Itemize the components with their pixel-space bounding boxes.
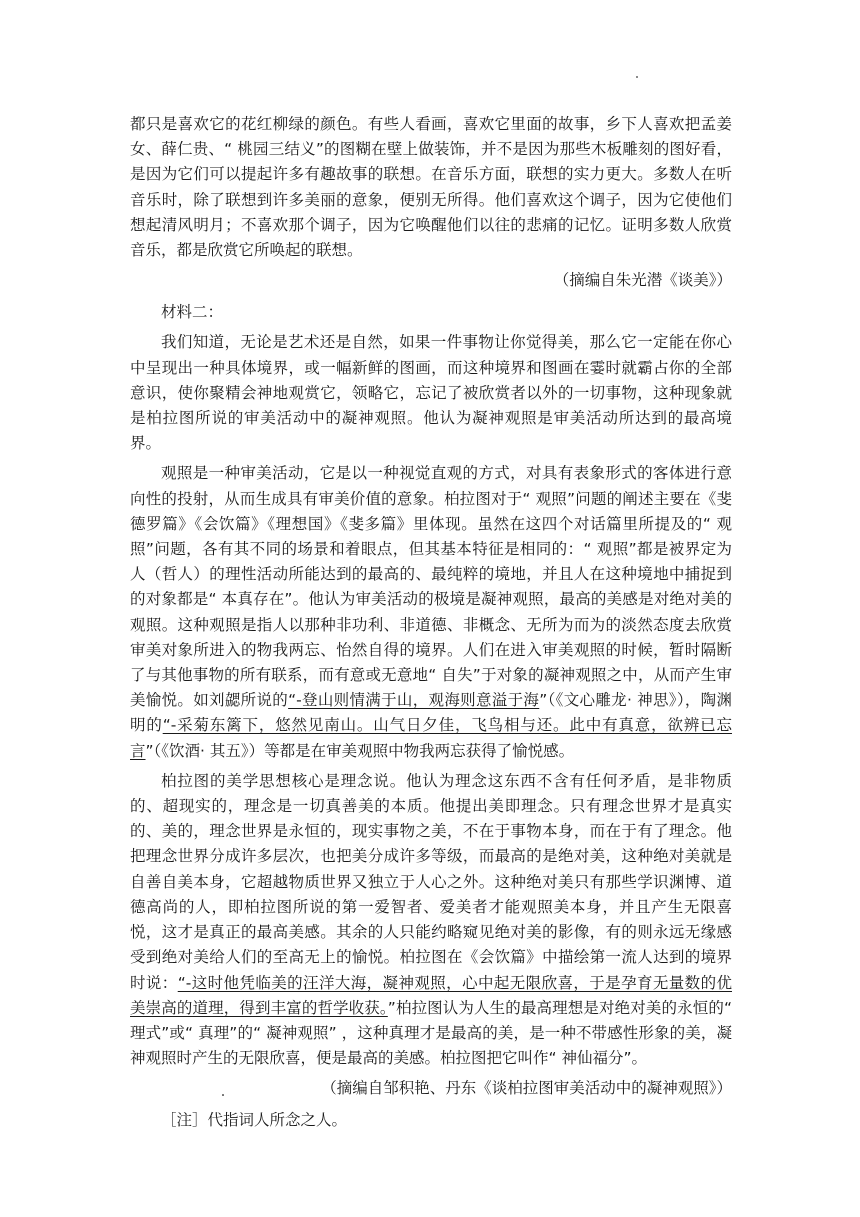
material-two-heading: 材料二：: [161, 303, 224, 322]
paragraph-text: 观照是一种审美活动，它是以一种视觉直观的方式，对具有表象形式的客体进行意向性的投射，从而生成具有审美价值的意象。柏拉图对于“ 观照”问题的阐述主要在《斐德罗篇》《会饮篇》《理想国》《斐多篇》里体现。虽然在这四个对话篇里所提及的“ 观照”问题，各有其不同的场景和着眼点，但其基本特征是相同的：“ 观照”都是被界定为人（哲人）的理性活动所能达到的最高的、最纯粹的境地，并且人在这种境地中捕捉到的对象都是“ 本真存在”。他认为审美活动的极境是凝神观照，最高的美感是对绝对美的观照。这种观照是指人以那种非功利、非道德、非概念、无所为而为的淡然态度去欣赏审美对象所进入的物我两忘、怡然自得的境界。人们在进入审美观照的时候，暂时隔断了与其他事物的所有联系，而有意或无意地“ 自失”于对象的凝神观照之中，从而产生审美愉悦。如刘勰所说的: [130, 464, 732, 710]
scan-speck: [636, 76, 638, 78]
material-one-paragraph: 都只是喜欢它的花红柳绿的颜色。有些人看画，喜欢它里面的故事，乡下人喜欢把孟姜女、薛仁贵、“ 桃园三结义”的图糊在壁上做装饰，并不是因为那些木板雕刻的图好看，是因为它们可以提起许多有趣故事的联想。在音乐方面，联想的实力更大。多数人在听音乐时，除了联想到许多美丽的意象，便别无所得。他们喜欢这个调子，因为它使他们想起清风明月；不喜欢那个调子，因为它唤醒他们以往的悲痛的记忆。证明多数人欣赏音乐，都是欣赏它所唤起的联想。: [130, 115, 732, 260]
source-citation-1: （摘编自朱光潜《谈美》）: [553, 271, 732, 290]
material-two-paragraph-3: [130, 769, 732, 1071]
material-two-paragraph-2: [130, 461, 732, 763]
paragraph-text: ”柏拉图认为人生的最高理想是对绝对美的永恒的“ 理式”或“ 真理”的“ 凝神观照” ，这种真理才是最高的美，是一种不带感性形象的美，凝神观照时产生的无限欣喜，便是最高的美感。柏拉图把它叫作“ 神仙福分”。: [130, 998, 732, 1068]
underlined-quote-liu-xie: “-登山则情满于山，观海则意溢于海: [288, 691, 540, 710]
paragraph-text: ”（《饮酒· 其五》）等都是在审美观照中物我两忘获得了愉悦感。: [145, 741, 575, 760]
scan-speck: [222, 1094, 224, 1096]
underlined-quote-plato: “-这时他凭临美的汪洋大海，凝神观照，心中起无限欣喜，于是孕育无量数的优美崇高的道理，得到丰富的哲学收获。: [130, 973, 732, 1017]
paragraph-text: ”（《文心雕龙· 神思》），陶渊明的: [130, 691, 732, 735]
underlined-quote-tao-yuanming: “-采菊东篱下，悠然见南山。山气日夕佳，飞鸟相与还。此中有真意，欲辨已忘言: [130, 716, 732, 760]
footnote: ［注］代指词人所念之人。: [161, 1111, 348, 1130]
source-citation-2: （摘编自邹积艳、丹东《谈柏拉图审美活动中的凝神观照》）: [321, 1079, 732, 1098]
material-two-paragraph-1: 我们知道，无论是艺术还是自然，如果一件事物让你觉得美，那么它一定能在你心中呈现出一种具体境界，或一幅新鲜的图画，而这种境界和图画在霎时就霸占你的全部意识，使你聚精会神地观赏它，领略它，忘记了被欣赏者以外的一切事物，这种现象就是柏拉图所说的审美活动中的凝神观照。他认为凝神观照是审美活动所达到的最高境界。: [130, 333, 732, 453]
paragraph-text: 柏拉图的美学思想核心是理念说。他认为理念这东西不含有任何矛盾，是非物质的、超现实的，理念是一切真善美的本质。他提出美即理念。只有理念世界才是真实的、美的，理念世界是永恒的，现实事物之美，不在于事物本身，而在于有了理念。他把理念世界分成许多层次，也把美分成许多等级，而最高的是绝对美，这种绝对美就是自善自美本身，它超越物质世界又独立于人心之外。这种绝对美只有那些学识渊博、道德高尚的人，即柏拉图所说的第一爱智者、爱美者才能观照美本身，并且产生无限喜悦，这才是真正的最高美感。其余的人只能约略窥见绝对美的影像，有的则永远无缘感受到绝对美给人们的至高无上的愉悦。柏拉图在《会饮篇》中描绘第一流人达到的境界时说：: [130, 771, 732, 992]
